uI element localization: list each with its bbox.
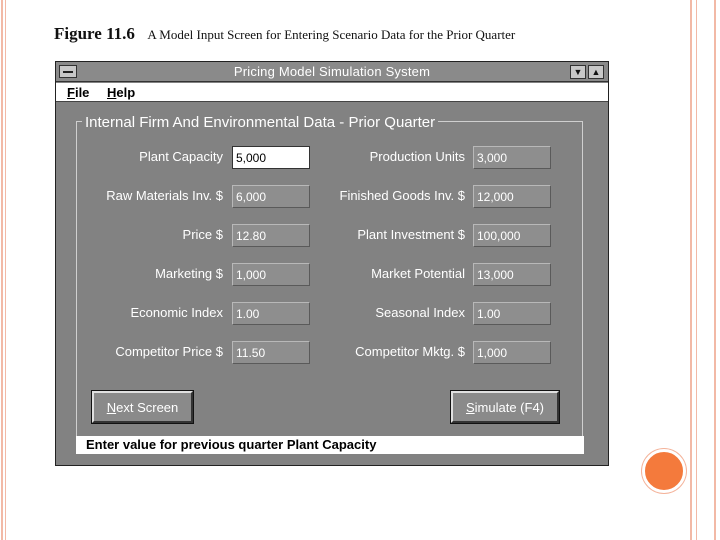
finished-goods-inv-input[interactable]: 12,000 xyxy=(473,185,551,208)
edge-stripe xyxy=(696,0,697,540)
figure-label: Figure 11.6 xyxy=(54,24,135,43)
field-label: Plant Capacity xyxy=(139,149,223,164)
plant-capacity-input[interactable]: 5,000 xyxy=(232,146,310,169)
field-label: Price $ xyxy=(182,227,223,242)
group-box-title: Internal Firm And Environmental Data - Prior Quarter xyxy=(82,114,438,131)
production-units-input[interactable]: 3,000 xyxy=(473,146,551,169)
title-bar xyxy=(56,62,608,82)
field-label: Plant Investment $ xyxy=(357,227,465,242)
menu-bar xyxy=(56,83,608,102)
field-label: Seasonal Index xyxy=(375,305,465,320)
figure-caption xyxy=(54,24,515,44)
marketing-input[interactable]: 1,000 xyxy=(232,263,310,286)
figure-caption-text: A Model Input Screen for Entering Scenario Data for the Prior Quarter xyxy=(147,27,516,42)
window-title: Pricing Model Simulation System xyxy=(233,64,431,79)
app-window xyxy=(55,61,609,466)
edge-stripe xyxy=(1,0,3,540)
plant-investment-input[interactable]: 100,000 xyxy=(473,224,551,247)
field-label: Production Units xyxy=(369,149,465,164)
next-screen-button[interactable]: Next Screen xyxy=(92,391,193,423)
field-label: Competitor Price $ xyxy=(115,344,223,359)
slide-decoration-dot xyxy=(642,449,686,493)
minimize-button[interactable]: ▼ xyxy=(570,65,586,79)
field-label: Marketing $ xyxy=(155,266,223,281)
field-label: Economic Index xyxy=(130,305,223,320)
seasonal-index-input[interactable]: 1.00 xyxy=(473,302,551,325)
maximize-button[interactable]: ▲ xyxy=(588,65,604,79)
raw-materials-inv-input[interactable]: 6,000 xyxy=(232,185,310,208)
field-label: Market Potential xyxy=(371,266,465,281)
edge-stripe xyxy=(5,0,6,540)
field-label: Finished Goods Inv. $ xyxy=(339,188,465,203)
economic-index-input[interactable]: 1.00 xyxy=(232,302,310,325)
edge-stripe xyxy=(690,0,692,540)
price-input[interactable]: 12.80 xyxy=(232,224,310,247)
market-potential-input[interactable]: 13,000 xyxy=(473,263,551,286)
status-bar: Enter value for previous quarter Plant Capacity xyxy=(76,436,584,454)
menu-help[interactable]: Help xyxy=(107,85,136,100)
field-label: Raw Materials Inv. $ xyxy=(106,188,223,203)
edge-stripe xyxy=(714,0,716,540)
simulate-button[interactable]: Simulate (F4) xyxy=(451,391,559,423)
competitor-mktg-input[interactable]: 1,000 xyxy=(473,341,551,364)
menu-file[interactable]: File xyxy=(67,85,90,100)
field-label: Competitor Mktg. $ xyxy=(355,344,465,359)
competitor-price-input[interactable]: 11.50 xyxy=(232,341,310,364)
